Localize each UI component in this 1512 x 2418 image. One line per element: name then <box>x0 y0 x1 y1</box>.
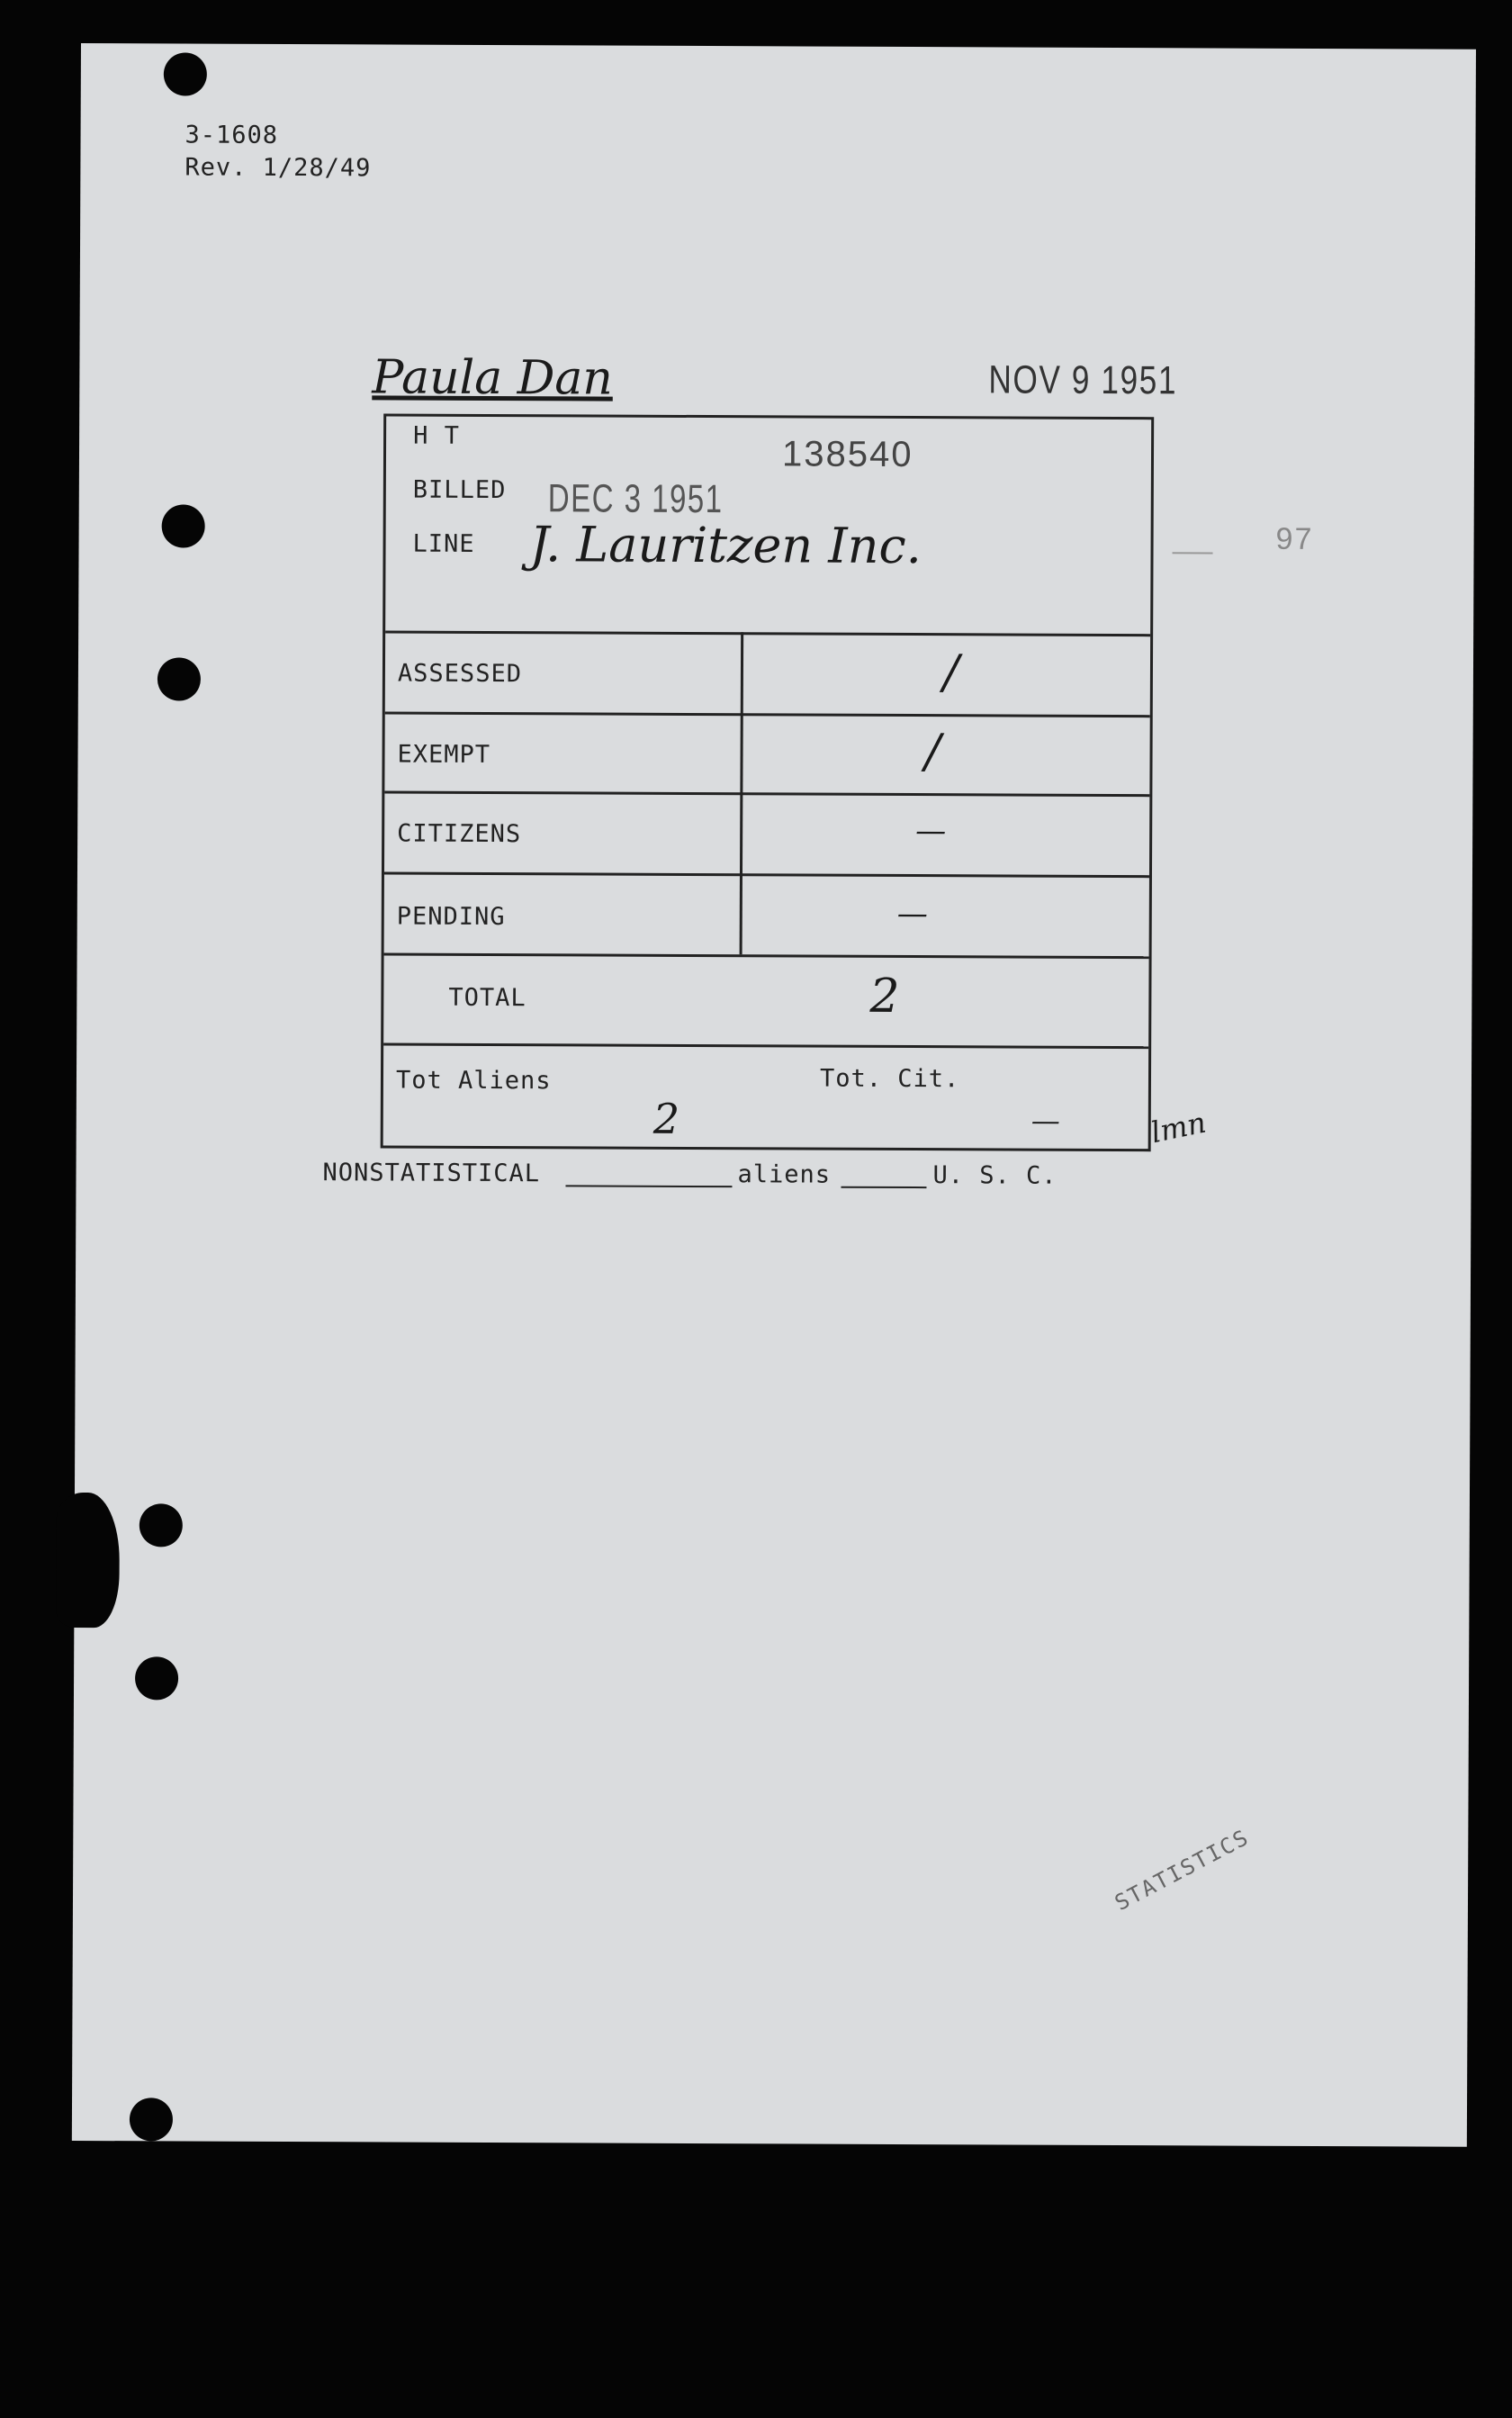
handwritten-name: Paula Dan <box>372 350 614 406</box>
nonstat-aliens-blank <box>841 1186 926 1188</box>
divider <box>383 1042 1148 1049</box>
nonstatistical-label: NONSTATISTICAL <box>322 1159 541 1188</box>
tot-cit-value: — <box>1030 1103 1060 1138</box>
divider <box>385 711 1150 717</box>
nonstat-aliens-label: aliens <box>737 1160 832 1189</box>
divider <box>384 871 1149 878</box>
row-value-exempt: / <box>924 725 941 780</box>
form-number: 3-1608 <box>184 121 279 149</box>
divider <box>384 790 1149 797</box>
row-label-pending: PENDING <box>396 902 506 932</box>
clerk-initials: lmn <box>1148 1105 1210 1150</box>
shipping-line-handwritten: J. Lauritzen Inc. <box>529 516 922 575</box>
side-mark: 97 <box>1275 521 1314 556</box>
divider <box>384 952 1149 959</box>
document-page <box>72 43 1476 2147</box>
edge-damage <box>56 1493 120 1628</box>
received-date-stamp: NOV 9 1951 <box>988 357 1178 403</box>
tot-aliens-label: Tot Aliens <box>395 1066 552 1096</box>
statistics-stamp: STATISTICS <box>1111 1824 1254 1917</box>
punch-hole <box>130 2098 173 2141</box>
nonstat-usc-label: U. S. C. <box>932 1161 1058 1190</box>
row-label-assessed: ASSESSED <box>397 659 523 689</box>
tot-cit-label: Tot. Cit. <box>819 1064 960 1094</box>
row-value-citizens: — <box>915 813 947 850</box>
punch-hole <box>135 1656 178 1700</box>
total-value: 2 <box>869 969 900 1024</box>
side-dash <box>1173 552 1213 554</box>
total-label: TOTAL <box>448 983 526 1013</box>
billed-label: BILLED <box>412 475 507 505</box>
punch-hole <box>164 52 207 95</box>
line-label: LINE <box>412 529 475 558</box>
punch-hole <box>162 504 205 547</box>
row-value-pending: — <box>896 895 928 933</box>
punch-hole <box>158 657 201 700</box>
control-number-stamp: 138540 <box>781 434 914 475</box>
punch-hole <box>140 1503 183 1547</box>
divider <box>385 630 1150 636</box>
form-table <box>381 413 1155 1151</box>
row-value-assessed: / <box>942 645 959 700</box>
tot-aliens-value: 2 <box>652 1094 680 1143</box>
row-label-citizens: CITIZENS <box>397 819 522 849</box>
ht-label: H T <box>413 421 460 450</box>
row-label-exempt: EXEMPT <box>397 740 491 769</box>
form-revision: Rev. 1/28/49 <box>184 153 372 183</box>
nonstat-blank <box>565 1185 732 1187</box>
billed-date-stamp: DEC 3 1951 <box>547 476 724 522</box>
